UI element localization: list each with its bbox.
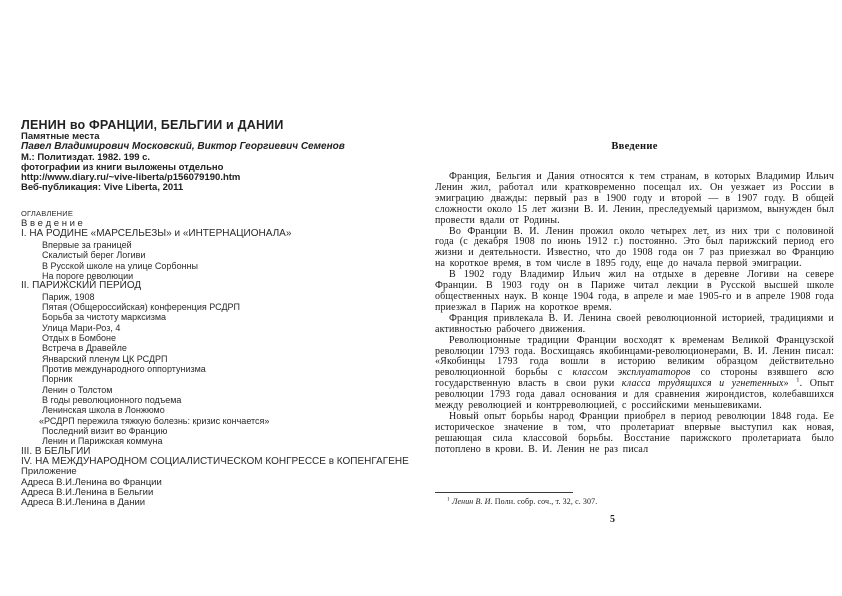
toc-item: Против международного оппортунизма	[42, 363, 206, 374]
body-paragraph: Во Франции В. И. Ленин прожил около четырех лет, из них три с половиной года (с декабря 1908 по июнь 1912 г.) постоянно. Это был парижский период его жизни и деятельности. Известно, что до 1908 года он 7 раз приезжал во Францию на короткое время, в том числе в 1895 году, еще до начала первой эмиграции.	[435, 225, 834, 270]
web-publication: Веб-публикация: Vive Liberta, 2011	[21, 182, 184, 194]
toc-item: Адреса В.И.Ленина во Франции	[21, 476, 162, 488]
book-authors: Павел Владимирович Московский, Виктор Георгиевич Семенов	[21, 141, 345, 153]
toc-heading: ОГЛАВЛЕНИЕ	[21, 208, 74, 218]
toc-item-section-4: IV. НА МЕЖДУНАРОДНОМ СОЦИАЛИСТИЧЕСКОМ КОНГРЕССЕ в КОПЕНГАГЕНЕ	[21, 456, 409, 468]
toc-item-section-1: I. НА РОДИНЕ «МАРСЕЛЬЕЗЫ» и «ИНТЕРНАЦИОНАЛА»	[21, 228, 292, 240]
toc-item: Январский пленум ЦК РСДРП	[42, 353, 168, 364]
body-paragraph: В 1902 году Владимир Ильич жил на отдыхе в деревне Логиви на севере Франции. В 1903 году он в Париже читал лекции в Русской высшей школе общественных наук. В конце 1904 года, в апреле и мае 1905-го и в апреле 1908 года приезжал в Париж на короткое время.	[435, 269, 834, 313]
toc-item: Последний визит во Францию	[42, 426, 168, 436]
body-paragraph: Новый опыт борьбы народ Франции приобрел в период революции 1848 года. Ее историческое значение в том, что пролетариат впервые выступил как новая, решающая сила классовой борьбы. Восстание парижского пролетариата было потоплено в крови. В. И. Ленин не раз писал	[435, 410, 834, 455]
toc-item: В Русской школе на улице Сорбонны	[42, 260, 198, 271]
toc-item: Ленин и Парижская коммуна	[42, 436, 163, 447]
toc-item: Адреса В.И.Ленина в Дании	[21, 497, 146, 509]
toc-item: В годы революционного подъема	[42, 394, 182, 405]
book-url: http://www.diary.ru/~vive-liberta/p156079190.htm	[21, 172, 241, 184]
toc-item: Париж, 1908	[42, 291, 95, 302]
footnote-rule	[435, 492, 573, 493]
bibliographic-column	[21, 118, 433, 509]
body-paragraph: Франция привлекала В. И. Ленина своей революционной историей, традициями и активностью рабочего движения.	[435, 312, 834, 335]
toc-item: Адреса В.И.Ленина в Бельгии	[21, 487, 154, 499]
toc-item: Встреча в Дравейле	[42, 343, 127, 354]
toc-item: Улица Мари-Роз, 4	[42, 322, 121, 333]
toc-item: Ленин о Толстом	[42, 384, 113, 395]
footnote-block	[435, 492, 834, 525]
toc-item: Борьба за чистоту марксизма	[42, 312, 167, 323]
book-subtitle: Памятные места	[21, 131, 100, 142]
toc-item: На пороге революции	[42, 270, 134, 281]
page-number: 5	[610, 514, 615, 525]
body-paragraph: Франция, Бельгия и Дания относятся к тем странам, в которых Владимир Ильич Ленин жил, работал или кратковременно посещал их. Он уезжает из России в эмиграцию дважды: первый раз в 1900 году и второй — в 1907 году. В общей сложности около 15 лет жизни В. И. Ленин, преследуемый царизмом, вынужден был провести вдали от Родины.	[435, 171, 834, 226]
toc-item-section-2: II. ПАРИЖСКИЙ ПЕРИОД	[21, 280, 142, 292]
table-of-contents	[21, 209, 433, 509]
book-imprint: М.: Политиздат. 1982. 199 с.	[21, 151, 151, 163]
toc-item: Порник	[42, 374, 73, 385]
footnote: $^1$ Ленин В. И. Полн. собр. соч., т. 32, с. 307.	[447, 496, 598, 506]
book-title: ЛЕНИН во ФРАНЦИИ, БЕЛЬГИИ и ДАНИИ	[21, 118, 284, 132]
toc-item: Скалистый берег Логиви	[42, 250, 146, 261]
toc-item-section-3: III. В БЕЛЬГИИ	[21, 445, 91, 457]
scanned-page-column	[435, 141, 834, 456]
toc-item: Впервые за границей	[42, 239, 132, 250]
toc-item: Отдых в Бомбоне	[42, 332, 116, 343]
toc-item-introduction: В в е д е н и е	[21, 218, 83, 230]
chapter-title: Введение	[611, 141, 658, 152]
toc-item: «РСДРП пережила тяжкую болезнь: кризис кончается»	[39, 415, 270, 426]
body-paragraph: Революционные традиции Франции восходят к временам Великой Французской революции 1793 года. Восхищаясь якобинцами-революционерами, В. И. Ленин писал: «Якобинцы 1793 года вошли в историю великим образцом действительно революционной борьбы с классом эксплуататоров со стороны взявшего всю государственную власть в свои руки класса трудящихся и угнетенных» $^1$. Опыт революции 1793 года давал основания и для сравнения жирондистов, колебавшихся между революцией и контрреволюцией, с российскими меньшевиками.	[435, 334, 834, 412]
toc-item: Пятая (Общероссийская) конференция РСДРП	[42, 301, 241, 312]
photos-note: фотографии из книги выложены отдельно	[21, 161, 224, 173]
toc-item: Ленинская школа в Лонжюмо	[42, 405, 165, 416]
toc-item-appendix: Приложение	[21, 466, 77, 478]
